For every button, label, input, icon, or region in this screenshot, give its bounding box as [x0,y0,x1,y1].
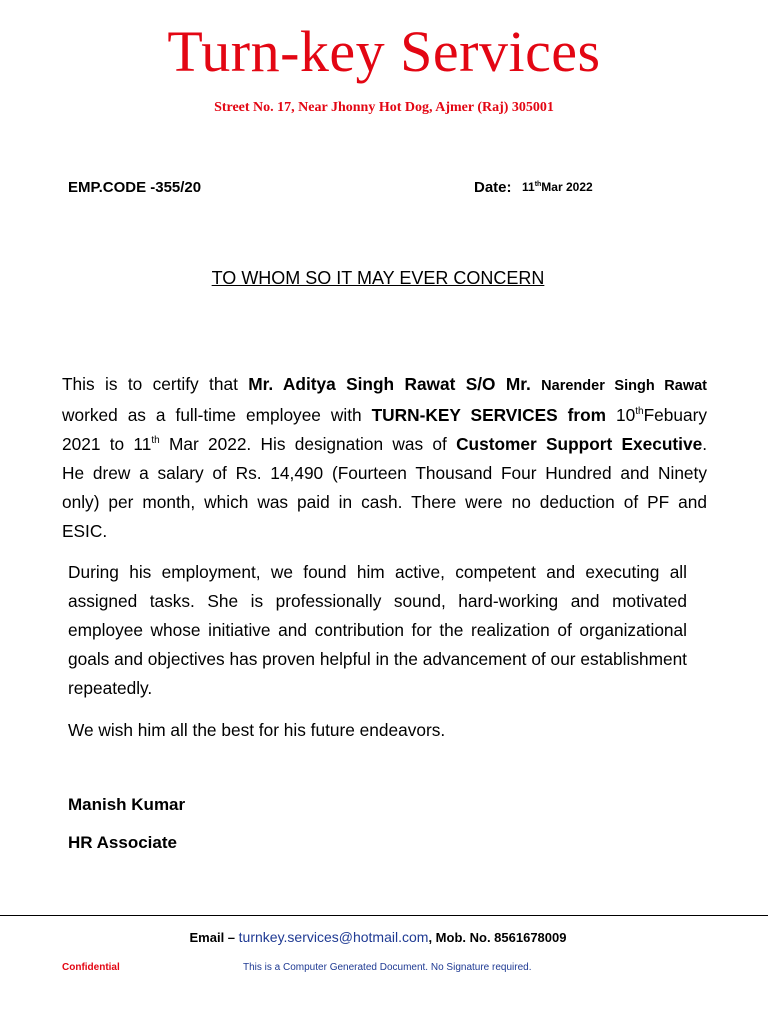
para1-text: worked as a full-time employee with [62,405,372,425]
employee-code: EMP.CODE -355/20 [68,179,202,196]
para1-text: Mar 2022. His designation was of [159,434,457,454]
start-year-end-day: 2021 to 11 [62,434,152,454]
end-day-suffix: th [151,435,160,447]
company-name: Turn-key Services [167,19,601,84]
mobile-number: , Mob. No. 8561678009 [428,930,567,945]
email-label: Email – [189,930,239,945]
para1-line5: only) per month, which was paid in cash. There were no deduction of PF and [62,492,707,512]
signatory-name: Manish Kumar [68,795,186,814]
date-value [522,180,593,194]
computer-generated-note: This is a Computer Generated Document. No Signature required. [243,962,532,973]
para1-text: This is to certify that [62,374,249,394]
para1-line3 [62,430,707,459]
employee-name: Mr. Aditya Singh Rawat S/O Mr. [248,374,531,394]
designation: Customer Support Executive [456,434,703,454]
employer-name: TURN-KEY SERVICES from [371,405,607,425]
para1-line1 [62,370,707,401]
para1-line4: He drew a salary of Rs. 14,490 (Fourteen Thousand Four Hundred and Ninety [62,463,707,483]
certification-paragraph [62,370,707,546]
letter-heading: TO WHOM SO IT MAY EVER CONCERN [211,268,545,288]
start-day: 10 [606,405,636,425]
employment-review-paragraph: During his employment, we found him active, competent and executing all assigned tasks. She is professionally sound, hard-working and motivated employee whose initiative and contribution for the realization of organizational goals and objectives has proven helpful in the advancement of our establishment repeatedly. [68,562,687,698]
start-month: Febuary [643,405,707,425]
footer-divider [0,915,768,916]
wishes-paragraph: We wish him all the best for his future endeavors. [68,720,446,740]
start-day-suffix: th [635,406,644,418]
date-day: 11 [522,180,535,194]
date-label: Date: [474,179,512,196]
confidential-label: Confidential [62,962,120,973]
signatory-title: HR Associate [68,833,177,852]
para1-line6: ESIC. [62,521,108,541]
date-month-year: Mar 2022 [541,180,593,194]
company-address: Street No. 17, Near Jhonny Hot Dog, Ajmer (Raj) 305001 [214,100,554,115]
para1-line2 [62,401,707,430]
father-name: Narender Singh Rawat [541,378,707,394]
footer-contact [0,929,756,945]
date-suffix: th [534,181,542,188]
email-link[interactable]: turnkey.services@hotmail.com [238,929,429,945]
para1-period: . [702,434,708,454]
